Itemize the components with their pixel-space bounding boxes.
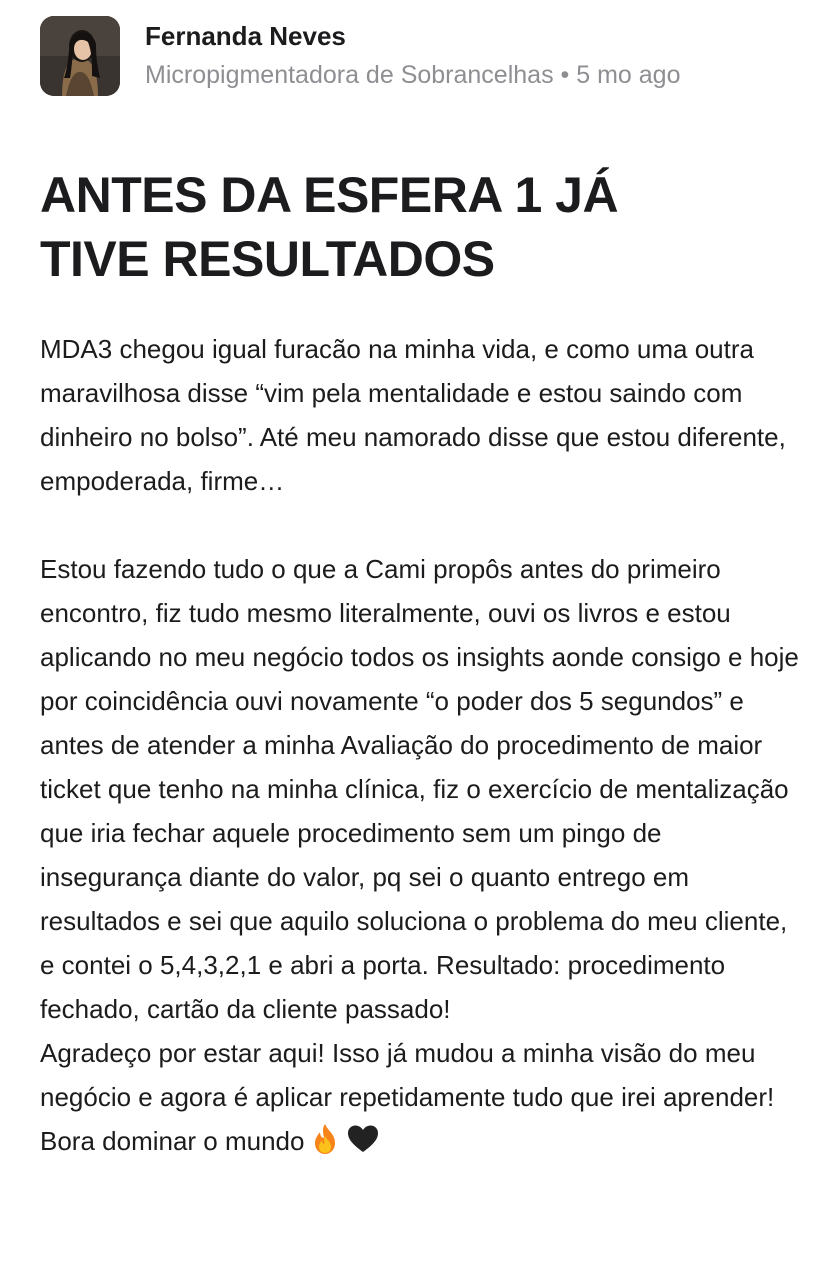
post-time: 5 mo ago xyxy=(576,61,681,89)
post-meta xyxy=(145,16,705,95)
fire-icon xyxy=(308,1122,342,1169)
paragraph-spacer xyxy=(40,503,800,547)
avatar[interactable] xyxy=(40,16,120,96)
meta-separator: • xyxy=(560,61,570,89)
author-name[interactable]: Fernanda Neves xyxy=(145,21,346,51)
post-body xyxy=(40,327,807,1169)
author-role: Micropigmentadora de Sobrancelhas xyxy=(145,61,554,89)
post-paragraph: Estou fazendo tudo o que a Cami propôs antes do primeiro encontro, fiz tudo mesmo literalmente, ouvi os livros e estou aplicando no meu negócio todos os insights aonde consigo e hoje por coincidência ouvi novamente “o poder dos 5 segundos” e antes de atender a minha Avaliação do procedimento de maior ticket que tenho na minha clínica, fiz o exercício de mentalização que iria fechar aquele procedimento sem um pingo de insegurança diante do valor, pq sei o quanto entrego em resultados e sei que aquilo soluciona o problema do meu cliente, e contei o 5,4,3,2,1 e abri a porta. Resultado: procedimento fechado, cartão da cliente passado! xyxy=(40,554,807,1024)
post-header xyxy=(40,16,800,136)
avatar-photo-icon xyxy=(40,16,120,96)
black-heart-icon xyxy=(346,1122,380,1169)
post-paragraph-text: Agradeço por estar aqui! Isso já mudou a minha visão do meu negócio e agora é aplicar repetidamente tudo que irei aprender! Bora dominar o mundo xyxy=(40,1038,782,1156)
post-paragraph-last xyxy=(40,1031,800,1169)
author-subline xyxy=(145,56,705,95)
post-title: ANTES DA ESFERA 1 JÁ TIVE RESULTADOS xyxy=(40,167,619,287)
post-paragraph: MDA3 chegou igual furacão na minha vida, e como uma outra maravilhosa disse “vim pela mentalidade e estou saindo com dinheiro no bolso”. Até meu namorado disse que estou diferente, empoderada, firme… xyxy=(40,334,794,496)
